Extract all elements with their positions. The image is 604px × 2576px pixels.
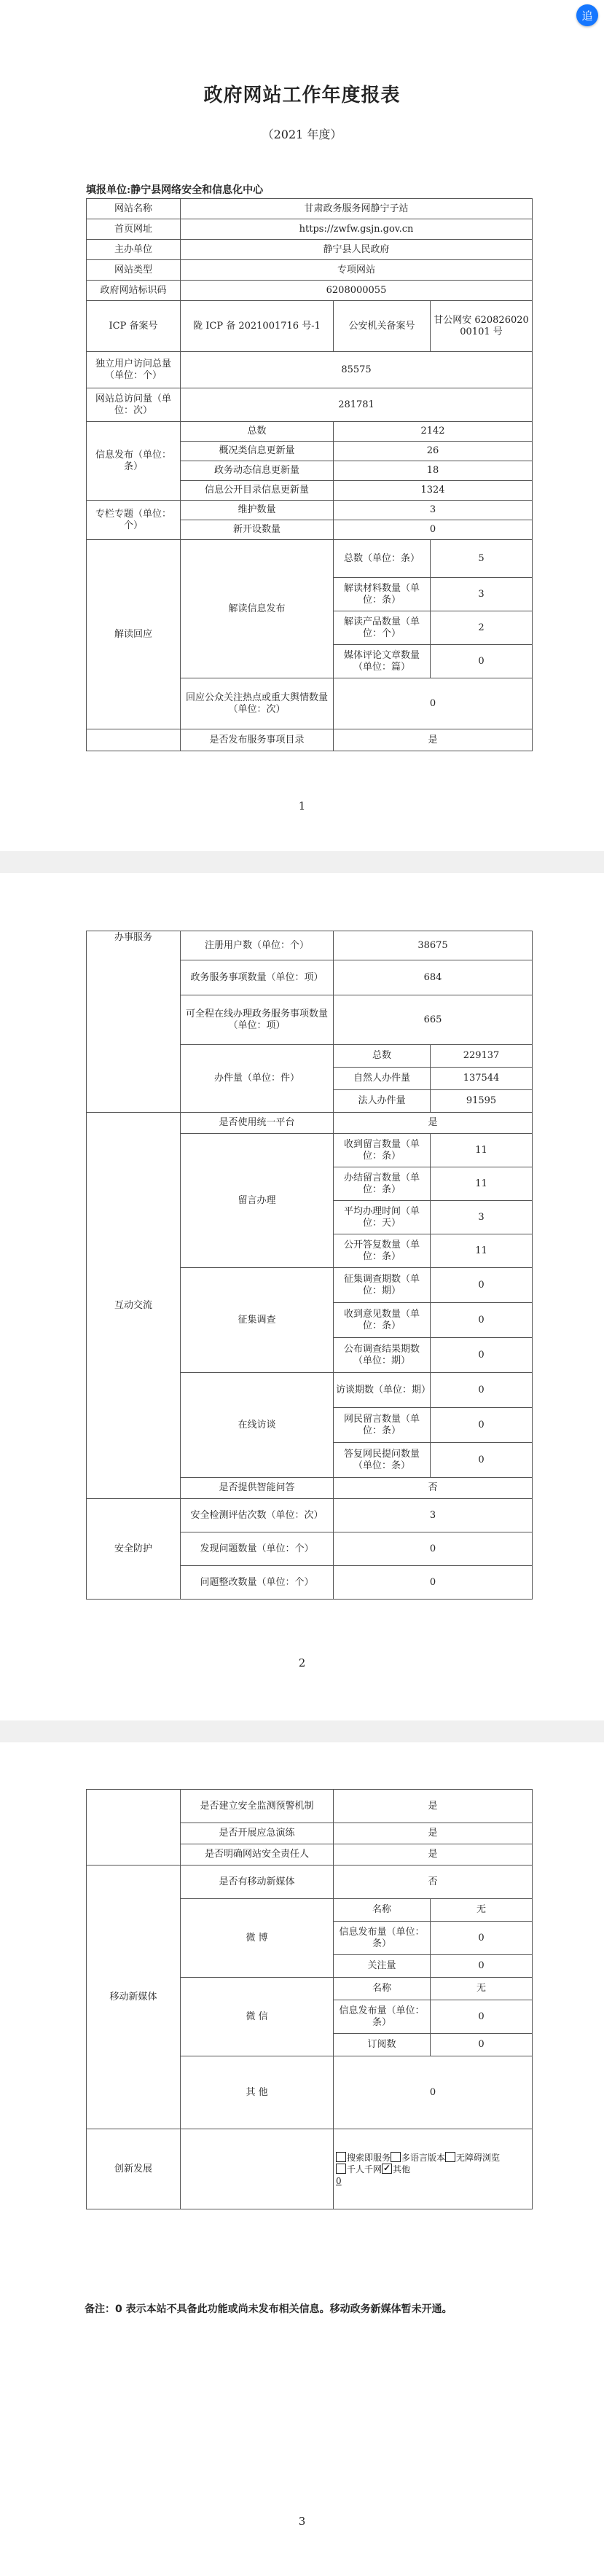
affairs-users: 38675 xyxy=(334,931,533,960)
wb-pub: 0 xyxy=(431,1922,533,1955)
affairs-label: 办事服务 xyxy=(87,931,181,1113)
pv-label: 网站总访问量（单位：次） xyxy=(87,388,181,422)
wx-name: 无 xyxy=(431,1978,533,2000)
msg-label: 留言办理 xyxy=(181,1134,334,1268)
survey-pub-label: 公布调查结果期数（单位：期） xyxy=(334,1338,431,1373)
code-label: 政府网站标识码 xyxy=(87,281,181,301)
security-check: 3 xyxy=(334,1499,533,1532)
survey-count-label: 征集调查期数（单位：期） xyxy=(334,1268,431,1303)
police-number: 甘公网安 62082602000101 号 xyxy=(431,301,533,352)
interact-label: 互动交流 xyxy=(87,1113,181,1499)
smart-value: 否 xyxy=(334,1478,533,1499)
page-number: 2 xyxy=(298,1656,306,1669)
report-table-page1 xyxy=(86,198,533,751)
site-code: 6208000055 xyxy=(181,281,533,301)
column-maintain: 3 xyxy=(334,501,533,520)
affairs-items: 684 xyxy=(334,960,533,995)
page-number: 3 xyxy=(298,2515,306,2528)
talk-label: 在线访谈 xyxy=(181,1373,334,1478)
info-total: 2142 xyxy=(334,422,533,442)
icp-number: 陇 ICP 备 2021001716 号-1 xyxy=(181,301,334,352)
security-label: 安全防护 xyxy=(87,1499,181,1600)
survey-opin: 0 xyxy=(431,1303,533,1338)
checkbox-checked-icon[interactable] xyxy=(382,2164,392,2174)
option-label: 多语言版本 xyxy=(401,2152,446,2163)
wx-sub: 0 xyxy=(431,2034,533,2056)
interpret-total-label: 总数（单位：条） xyxy=(334,540,431,578)
column-new-label: 新开设数量 xyxy=(181,520,334,540)
talk-count: 0 xyxy=(431,1373,533,1408)
interpret-release-label: 解读信息发布 xyxy=(181,540,334,678)
msg-done-label: 办结留言数量（单位：条） xyxy=(334,1167,431,1201)
info-total-label: 总数 xyxy=(181,422,334,442)
uv-value: 85575 xyxy=(181,352,533,388)
column-label: 专栏专题（单位：个） xyxy=(87,501,181,540)
option-label: 无障碍浏览 xyxy=(456,2152,501,2163)
weibo-label: 微 博 xyxy=(181,1899,334,1978)
mobile-has: 否 xyxy=(334,1866,533,1899)
affairs-online-label: 可全程在线办理政务服务事项数量（单位：项） xyxy=(181,995,334,1045)
msg-pub: 11 xyxy=(431,1234,533,1268)
msg-recv-label: 收到留言数量（单位：条） xyxy=(334,1134,431,1167)
wb-follow-label: 关注量 xyxy=(334,1955,431,1978)
affairs-person: 137544 xyxy=(431,1068,533,1090)
report-year: （2021 年度） xyxy=(262,128,342,141)
msg-time: 3 xyxy=(431,1201,533,1234)
interpret-media: 0 xyxy=(431,645,533,678)
wx-pub: 0 xyxy=(431,2000,533,2034)
uv-label: 独立用户访问总量（单位：个） xyxy=(87,352,181,388)
site-type: 专项网站 xyxy=(181,260,533,281)
checkbox-icon[interactable] xyxy=(336,2164,346,2174)
type-label: 网站类型 xyxy=(87,260,181,281)
innovate-options xyxy=(334,2129,533,2209)
wb-name-label: 名称 xyxy=(334,1899,431,1922)
checkbox-icon[interactable] xyxy=(445,2152,455,2162)
interpret-media-label: 媒体评论文章数量（单位：篇） xyxy=(334,645,431,678)
service-dir-label: 是否发布服务事项目录 xyxy=(181,729,334,751)
interpret-product: 2 xyxy=(431,611,533,645)
security-fixed: 0 xyxy=(334,1566,533,1600)
service-dir: 是 xyxy=(334,729,533,751)
wb-follow: 0 xyxy=(431,1955,533,1978)
wx-sub-label: 订阅数 xyxy=(334,2034,431,2056)
person-value: 是 xyxy=(334,1844,533,1866)
msg-time-label: 平均办理时间（单位：天） xyxy=(334,1201,431,1234)
info-overview-label: 概况类信息更新量 xyxy=(181,442,334,461)
page-gap xyxy=(0,1720,604,1742)
security-found: 0 xyxy=(334,1532,533,1566)
affairs-legal: 91595 xyxy=(431,1090,533,1113)
checkbox-icon[interactable] xyxy=(336,2152,346,2162)
checkbox-icon[interactable] xyxy=(391,2152,401,2162)
wx-name-label: 名称 xyxy=(334,1978,431,2000)
column-maintain-label: 维护数量 xyxy=(181,501,334,520)
page-number: 1 xyxy=(298,799,306,813)
survey-pub: 0 xyxy=(431,1338,533,1373)
talk-count-label: 访谈期数（单位：期） xyxy=(334,1373,431,1408)
police-label: 公安机关备案号 xyxy=(334,301,431,352)
affairs-online: 665 xyxy=(334,995,533,1045)
other-label: 其 他 xyxy=(181,2056,334,2129)
wx-pub-label: 信息发布量（单位：条） xyxy=(334,2000,431,2034)
talk-q-label: 网民留言数量（单位：条） xyxy=(334,1408,431,1443)
survey-opin-label: 收到意见数量（单位：条） xyxy=(334,1303,431,1338)
info-news-label: 政务动态信息更新量 xyxy=(181,461,334,481)
msg-recv: 11 xyxy=(431,1134,533,1167)
host-label: 主办单位 xyxy=(87,240,181,260)
pv-value: 281781 xyxy=(181,388,533,422)
report-table-page2 xyxy=(86,931,533,1600)
security-check-label: 安全检测评估次数（单位：次） xyxy=(181,1499,334,1532)
reporting-unit: 填报单位:静宁县网络安全和信息化中心 xyxy=(86,184,264,196)
option-label: 千人千网 xyxy=(347,2164,383,2174)
affairs-legal-label: 法人办件量 xyxy=(334,1090,431,1113)
msg-done: 11 xyxy=(431,1167,533,1201)
info-overview: 26 xyxy=(334,442,533,461)
survey-label: 征集调查 xyxy=(181,1268,334,1373)
interpret-material: 3 xyxy=(431,578,533,611)
interpret-hot: 0 xyxy=(334,678,533,729)
info-label: 信息发布（单位：条） xyxy=(87,422,181,501)
blank-cell xyxy=(87,729,181,751)
interpret-label: 解读回应 xyxy=(87,540,181,729)
interpret-product-label: 解读产品数量（单位：个） xyxy=(334,611,431,645)
innovate-label: 创新发展 xyxy=(87,2129,181,2209)
info-catalog: 1324 xyxy=(334,481,533,501)
affairs-total: 229137 xyxy=(431,1045,533,1068)
talk-a-label: 答复网民提问数量（单位：条） xyxy=(334,1443,431,1478)
survey-count: 0 xyxy=(431,1268,533,1303)
security-found-label: 发现问题数量（单位：个） xyxy=(181,1532,334,1566)
affairs-person-label: 自然人办件量 xyxy=(334,1068,431,1090)
interpret-total: 5 xyxy=(431,540,533,578)
option-label: 其他 xyxy=(393,2164,411,2174)
wechat-label: 微 信 xyxy=(181,1978,334,2056)
icp-label: ICP 备案号 xyxy=(87,301,181,352)
page-gap xyxy=(0,851,604,873)
drill-value: 是 xyxy=(334,1823,533,1844)
report-table-page3 xyxy=(86,1789,533,2209)
wb-pub-label: 信息发布量（单位：条） xyxy=(334,1922,431,1955)
info-catalog-label: 信息公开目录信息更新量 xyxy=(181,481,334,501)
translate-badge-icon[interactable]: 追 xyxy=(576,4,598,26)
interpret-material-label: 解读材料数量（单位：条） xyxy=(334,578,431,611)
interact-platform: 是 xyxy=(334,1113,533,1134)
report-title: 政府网站工作年度报表 xyxy=(203,85,401,106)
monitor-value: 是 xyxy=(334,1790,533,1823)
mobile-label: 移动新媒体 xyxy=(87,1866,181,2129)
home-label: 首页网址 xyxy=(87,219,181,240)
site-name-label: 网站名称 xyxy=(87,199,181,219)
blank-cell xyxy=(181,2129,334,2209)
home-url[interactable]: https://zwfw.gsjn.gov.cn xyxy=(181,219,533,240)
info-news: 18 xyxy=(334,461,533,481)
footnote: 备注：0 表示本站不具备此功能或尚未发布相关信息。移动政务新媒体暂未开通。 xyxy=(85,2303,452,2315)
mobile-has-label: 是否有移动新媒体 xyxy=(181,1866,334,1899)
affairs-handle-label: 办件量（单位：件） xyxy=(181,1045,334,1113)
affairs-total-label: 总数 xyxy=(334,1045,431,1068)
msg-pub-label: 公开答复数量（单位：条） xyxy=(334,1234,431,1268)
wb-name: 无 xyxy=(431,1899,533,1922)
blank-cell xyxy=(87,1790,181,1866)
site-name: 甘肃政务服务网静宁子站 xyxy=(181,199,533,219)
smart-label: 是否提供智能问答 xyxy=(181,1478,334,1499)
option-label: 搜索即服务 xyxy=(347,2152,391,2163)
talk-q: 0 xyxy=(431,1408,533,1443)
host-unit: 静宁县人民政府 xyxy=(181,240,533,260)
other-value: 0 xyxy=(334,2056,533,2129)
drill-label: 是否开展应急演练 xyxy=(181,1823,334,1844)
person-label: 是否明确网站安全责任人 xyxy=(181,1844,334,1866)
affairs-users-label: 注册用户数（单位：个） xyxy=(181,931,334,960)
interpret-hot-label: 回应公众关注热点或重大舆情数量（单位：次） xyxy=(181,678,334,729)
security-fixed-label: 问题整改数量（单位：个） xyxy=(181,1566,334,1600)
talk-a: 0 xyxy=(431,1443,533,1478)
monitor-label: 是否建立安全监测预警机制 xyxy=(181,1790,334,1823)
interact-platform-label: 是否使用统一平台 xyxy=(181,1113,334,1134)
innovate-other-value: 0 xyxy=(336,2175,342,2186)
affairs-items-label: 政务服务事项数量（单位：项） xyxy=(181,960,334,995)
column-new: 0 xyxy=(334,520,533,540)
